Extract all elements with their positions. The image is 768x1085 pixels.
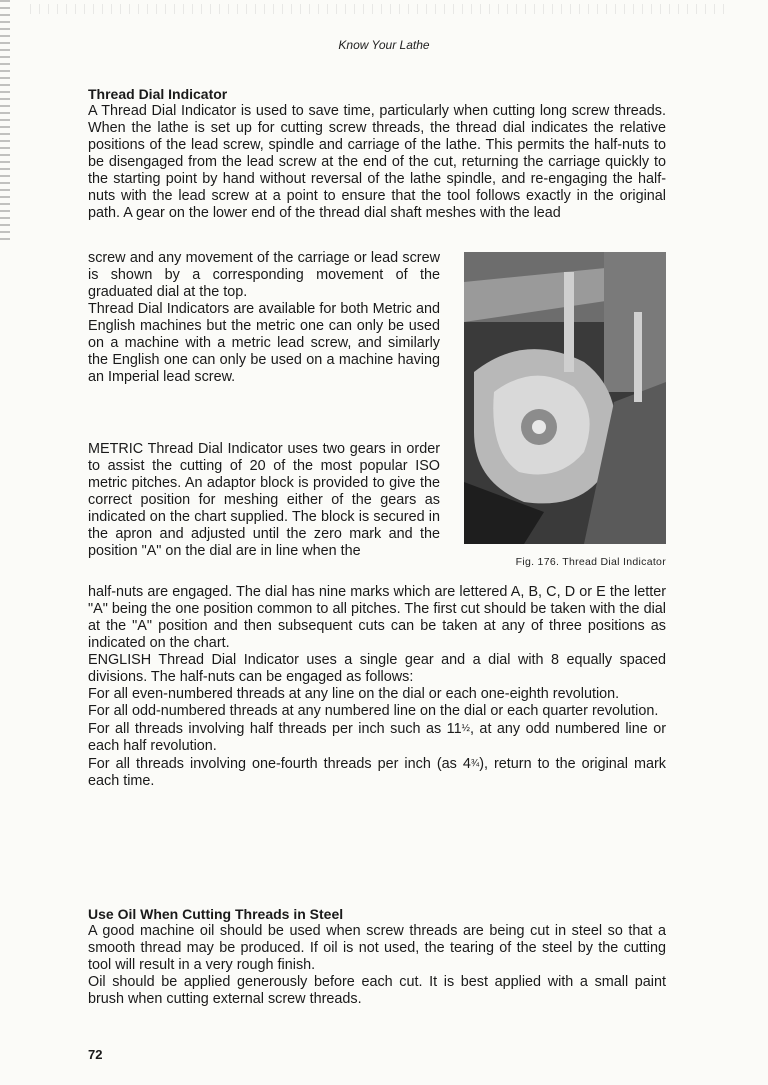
scan-noise xyxy=(30,4,730,14)
fourth-threads-text-end: ), return to the original mark each time. xyxy=(88,756,666,789)
thread-dial-indicator-photo xyxy=(464,252,666,544)
section-continued xyxy=(88,584,666,790)
half-threads-text-end: , at any odd numbered line or each half revolution. xyxy=(88,721,666,754)
oil-paragraph-2: Oil should be applied generously before each cut. It is best applied with a small paint brush when cutting external screw threads. xyxy=(88,974,666,1007)
metric-continuation: half-nuts are engaged. The dial has nine marks which are lettered A, B, C, D or E the letter "A" being the one position common to all pitches. The first cut should be taken with the dial at the "A" position and then subsequent cuts can be taken at any of three positions as indicated on the chart. xyxy=(88,584,666,651)
intro-continuation: screw and any movement of the carriage or lead screw is shown by a corresponding movement of the graduated dial at the top. xyxy=(88,250,440,300)
oil-paragraph-1: A good machine oil should be used when screw threads are being cut in steel so that a smooth thread may be produced. If oil is not used, the tearing of the steel by the cutting tool will result in a very rough finish. xyxy=(88,923,666,973)
availability-paragraph: Thread Dial Indicators are available for both Metric and English machines but the metric one can only be used on a machine with a metric lead screw, and similarly the English one can only be used on a machine having an Imperial lead screw. xyxy=(88,301,440,385)
intro-paragraph: A Thread Dial Indicator is used to save time, particularly when cutting long screw threads. When the lathe is set up for cutting screw threads, the thread dial indicates the relative positions of the lead screw, spindle and carriage of the lathe. This permits the half-nuts to be disengaged from the lead screw at the end of the cut, returning the carriage quickly to the starting point by hand without reversal of the lathe spindle, and re-engaging the half-nuts with the lead screw at a point to ensure that the tool follows exactly in the original path. A gear on the lower end of the thread dial shaft meshes with the lead xyxy=(88,103,666,221)
fourth-fraction: ¾ xyxy=(470,758,480,769)
section-thread-dial-indicator xyxy=(88,86,666,222)
fourth-threads-rule xyxy=(88,755,666,790)
fourth-threads-text: For all threads involving one-fourth threads per inch (as 4 xyxy=(88,756,471,772)
half-threads-text: For all threads involving half threads per inch such as 11 xyxy=(88,721,462,737)
english-paragraph: ENGLISH Thread Dial Indicator uses a single gear and a dial with 8 equally spaced divisions. The half-nuts can be engaged as follows: xyxy=(88,652,666,685)
binding-edge xyxy=(0,0,10,240)
page-number: 72 xyxy=(88,1047,103,1062)
wrapped-column-metric xyxy=(88,441,440,560)
running-head: Know Your Lathe xyxy=(338,38,430,52)
section-use-oil xyxy=(88,906,666,1008)
half-fraction: ½ xyxy=(461,723,470,734)
odd-threads-rule: For all odd-numbered threads at any numbered line on the dial or each quarter revolution. xyxy=(88,703,659,719)
section-heading: Thread Dial Indicator xyxy=(88,86,228,102)
figure-caption: Fig. 176. Thread Dial Indicator xyxy=(515,556,666,568)
section-heading: Use Oil When Cutting Threads in Steel xyxy=(88,906,344,922)
even-threads-rule: For all even-numbered threads at any line on the dial or each one-eighth revolution. xyxy=(88,686,620,702)
metric-paragraph: METRIC Thread Dial Indicator uses two gears in order to assist the cutting of 20 of the most popular ISO metric pitches. An adaptor block is provided to give the correct position for meshing either of the gears as indicated on the chart supplied. The block is secured in the apron and adjusted until the zero mark and the position "A" on the dial are in line when the xyxy=(88,441,440,559)
half-threads-rule xyxy=(88,720,666,755)
wrapped-column-top xyxy=(88,250,440,386)
